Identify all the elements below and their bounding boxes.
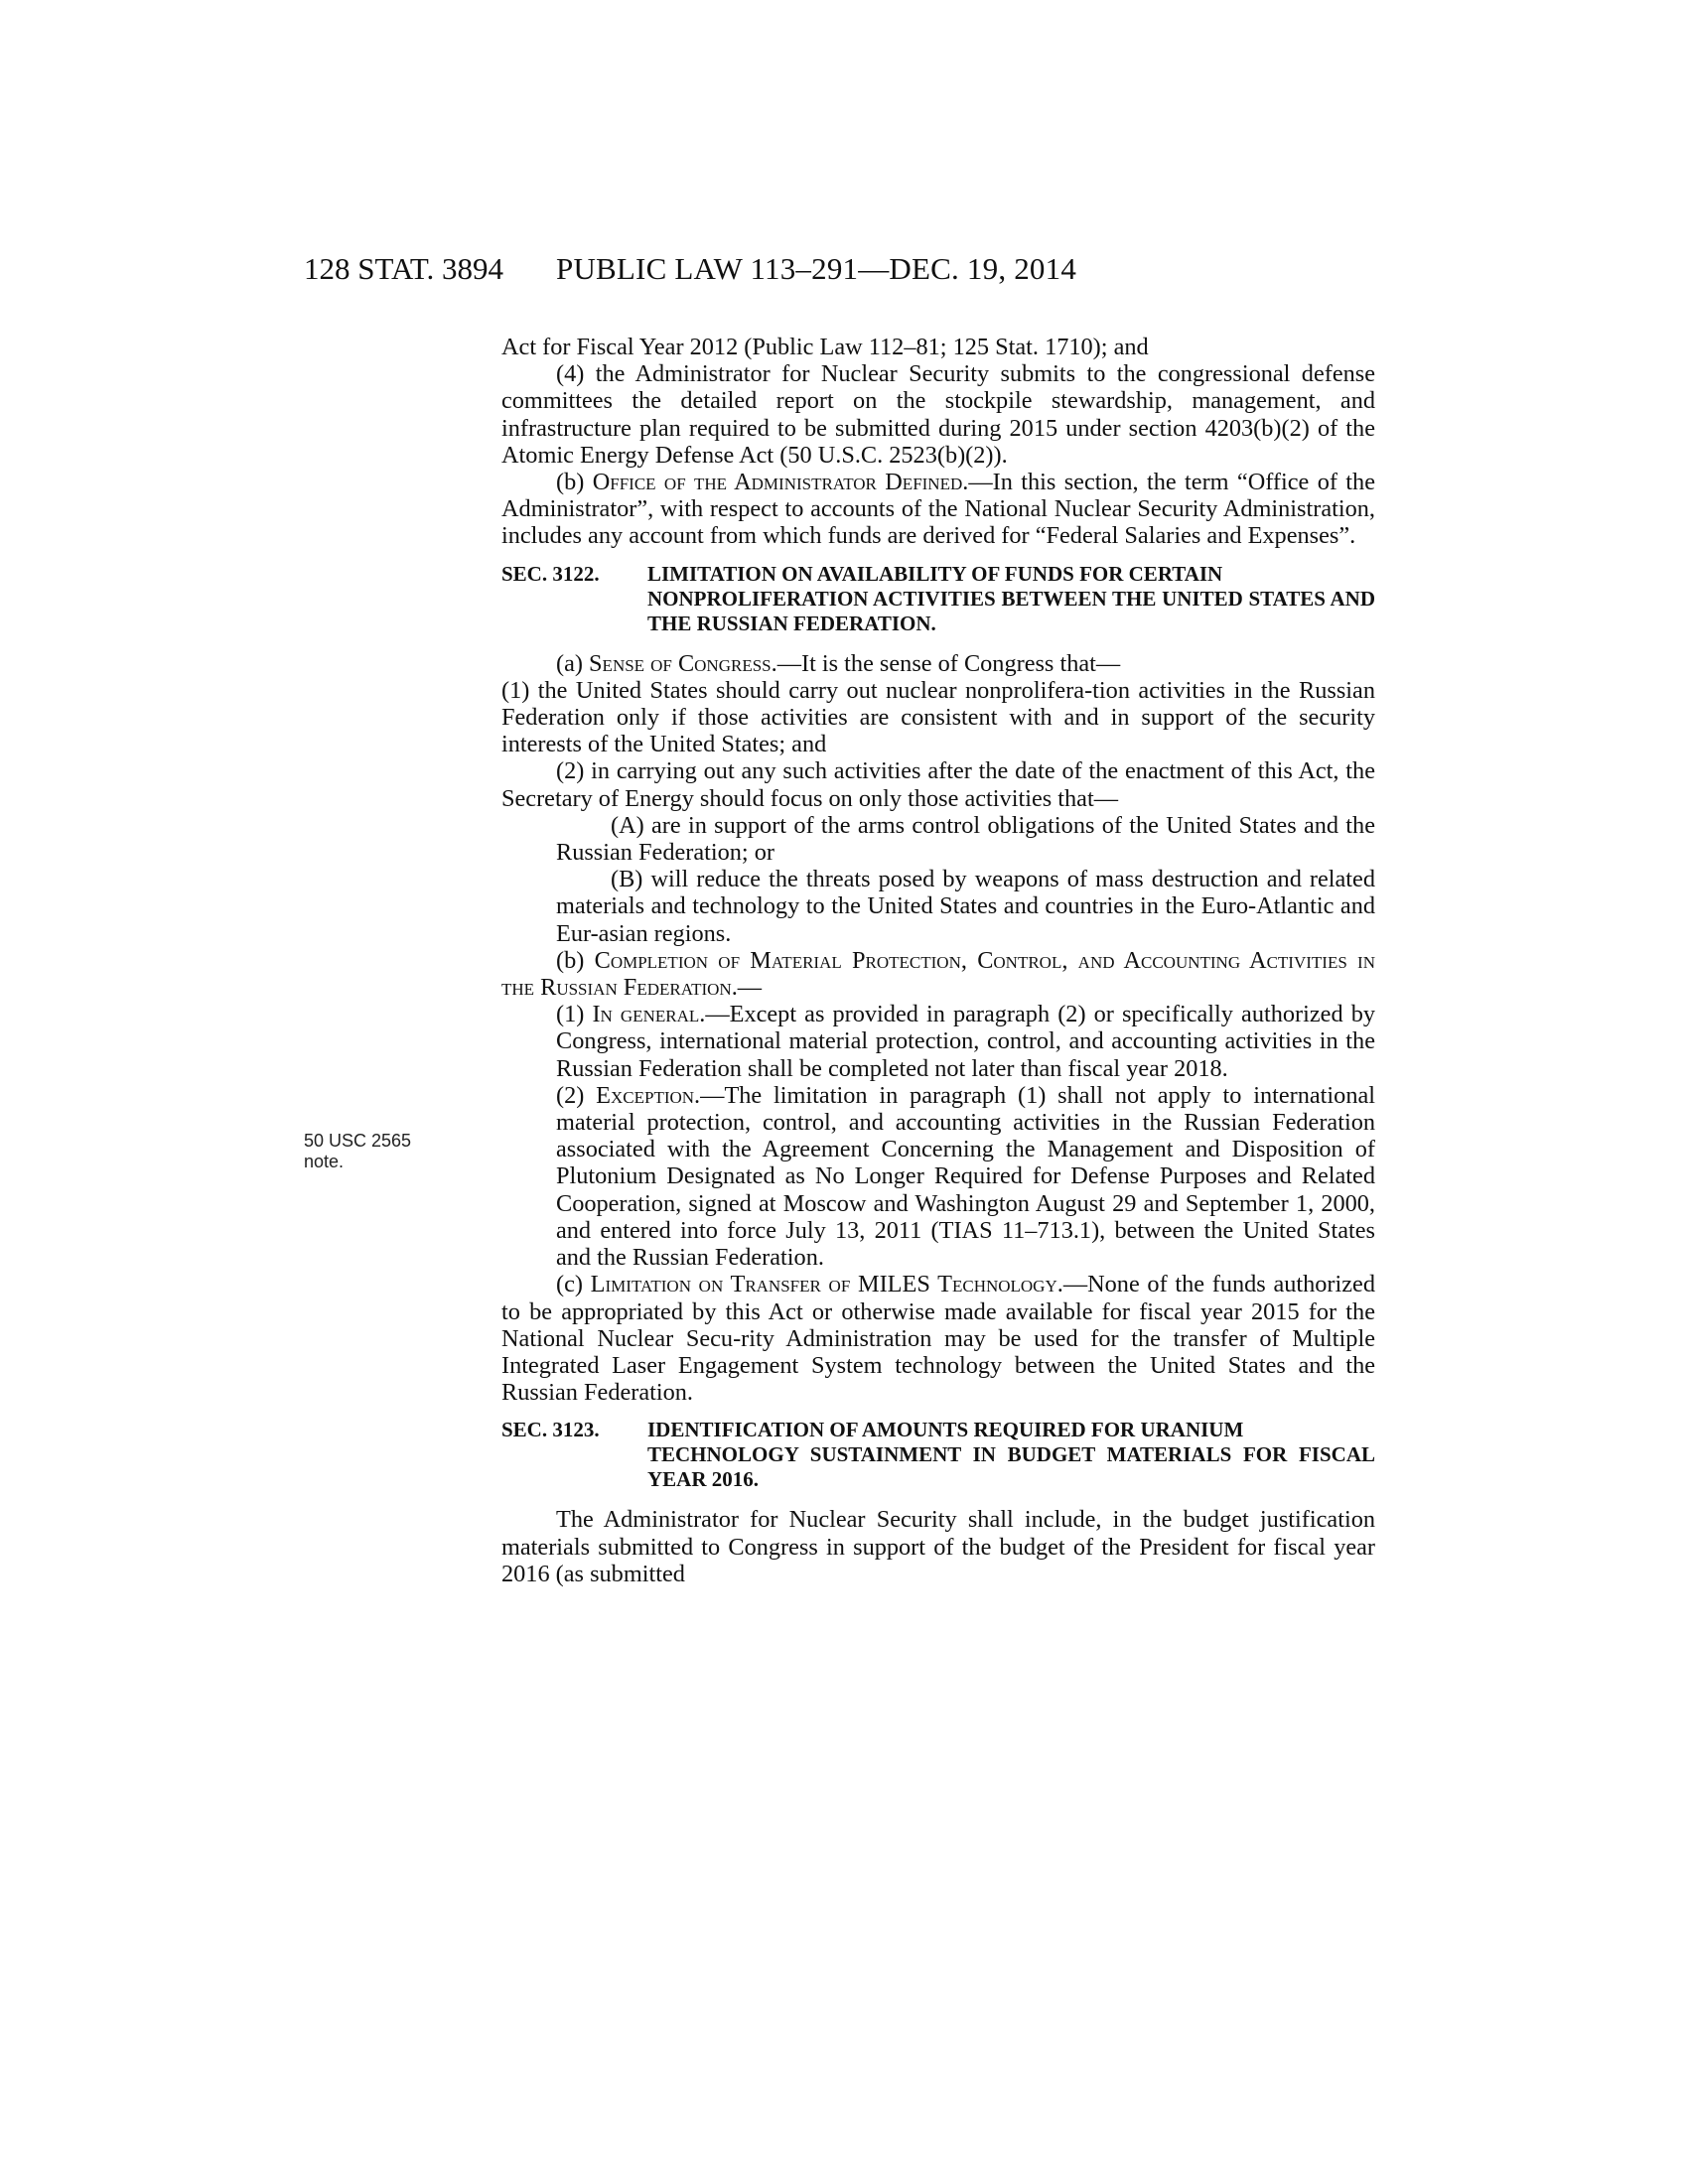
- section-title-continued: NONPROLIFERATION ACTIVITIES BETWEEN THE UNITED STATES AND THE RUSSIAN FEDERATION.: [647, 586, 1375, 635]
- paragraph-heading: Exception.: [596, 1081, 701, 1109]
- paragraph-text: —Except as provided in paragraph (2) or specifically authorized by Congress, international material protection, control, and accounting activities in the Russian Federation shall be completed not later than fiscal year 2018.: [556, 1001, 1375, 1082]
- paragraph-section-3123-text: The Administrator for Nuclear Security shall include, in the budget justification materials submitted to Congress in support of the budget of the President for fiscal year 2016 (as submitted: [501, 1506, 1375, 1587]
- subsection-text: —It is the sense of Congress that—: [776, 649, 1121, 677]
- section-number: SEC. 3123.: [501, 1418, 600, 1442]
- margin-note: [304, 1131, 411, 1172]
- subsection-text: —In this section, the term “Office of the Administrator”, with respect to accounts of the National Nuclear Security Administration, includes any account from which funds are derived for “Federal Salaries and Expenses”.: [501, 469, 1375, 550]
- paragraph-a-1: (1) the United States should carry out nuclear nonprolifera-tion activities in the Russian Federation only if those activities are consistent with and in support of the security interests of the United States; and: [501, 676, 1375, 758]
- paragraph-subsection-c: [501, 1271, 1375, 1406]
- paragraph-heading: In general.: [592, 1001, 706, 1028]
- paragraph-subsection-a: [501, 650, 1375, 677]
- running-head: [0, 251, 1688, 291]
- paragraph-continuation: Act for Fiscal Year 2012 (Public Law 112–81; 125 Stat. 1710); and: [501, 334, 1149, 360]
- paragraph-a-2: (2) in carrying out any such activities after the date of the enactment of this Act, the Secretary of Energy should focus on only those activities that—: [501, 757, 1375, 812]
- section-title-line1: IDENTIFICATION OF AMOUNTS REQUIRED FOR URANIUM: [647, 1418, 1244, 1442]
- section-title-line1: LIMITATION ON AVAILABILITY OF FUNDS FOR CERTAIN: [647, 561, 1223, 586]
- paragraph-b-1: [501, 1001, 1375, 1082]
- section-heading-3122: [501, 562, 1375, 636]
- subsection-dash: —: [737, 974, 763, 1002]
- paragraph-subsection-b: [501, 947, 1375, 1001]
- subsection-heading: Completion of Material Protection, Control, and Accounting Activities in the Russian Federation.: [501, 946, 1375, 1002]
- statute-reference: 128 STAT. 3894: [304, 251, 504, 286]
- subsection-label: (c): [556, 1271, 591, 1298]
- subsection-label: (a): [556, 649, 590, 677]
- paragraph-a-B: (B) will reduce the threats posed by weapons of mass destruction and related materials and technology to the United States and countries in the Euro-Atlantic and Eur-asian regions.: [556, 866, 1375, 947]
- section-heading-3123: [501, 1418, 1375, 1492]
- paragraph-label: (1): [556, 1001, 593, 1028]
- subsection-heading: Sense of Congress.: [589, 649, 777, 677]
- paragraph-label: (2): [556, 1081, 597, 1109]
- margin-note-citation: 50 USC 2565: [304, 1131, 412, 1151]
- subsection-text: —None of the funds authorized to be appropriated by this Act or otherwise made available for fiscal year 2015 for the National Nuclear Secu-rity Administration may be used for the transfer of Multiple Integrated Laser Engagement System technology between the United States and the Russian Federation.: [501, 1271, 1375, 1407]
- subsection-label: (b): [556, 946, 595, 974]
- paragraph-item-4: (4) the Administrator for Nuclear Security submits to the congressional defense committees the detailed report on the stockpile stewardship, management, and infrastructure plan required to be submitted during 2015 under section 4203(b)(2) of the Atomic Energy Defense Act (50 U.S.C. 2523(b)(2)).: [501, 360, 1375, 469]
- paragraph-b-2: [501, 1082, 1375, 1271]
- paragraph-a-A: (A) are in support of the arms control obligations of the United States and the Russian Federation; or: [556, 811, 1375, 867]
- section-number: SEC. 3122.: [501, 561, 600, 586]
- margin-note-suffix: note.: [304, 1152, 345, 1171]
- section-title-continued: TECHNOLOGY SUSTAINMENT IN BUDGET MATERIALS FOR FISCAL YEAR 2016.: [647, 1442, 1375, 1492]
- subsection-heading: Office of the Administrator Defined.: [592, 469, 969, 496]
- subsection-heading: Limitation on Transfer of MILES Technology.: [590, 1271, 1063, 1298]
- paragraph-subsection-b-definition: [501, 469, 1375, 550]
- paragraph-text: —The limitation in paragraph (1) shall not apply to international material protection, control, and accounting activities in the Russian Federation associated with the Agreement Concerning the Management and Disposition of Plutonium Designated as No Longer Required for Defense Purposes and Related Cooperation, signed at Moscow and Washington August 29 and September 1, 2000, and entered into force July 13, 2011 (TIAS 11–713.1), between the United States and the Russian Federation.: [556, 1081, 1376, 1272]
- document-body: [501, 334, 1375, 1587]
- subsection-label: (b): [556, 469, 593, 496]
- page-title: PUBLIC LAW 113–291—DEC. 19, 2014: [556, 251, 1077, 286]
